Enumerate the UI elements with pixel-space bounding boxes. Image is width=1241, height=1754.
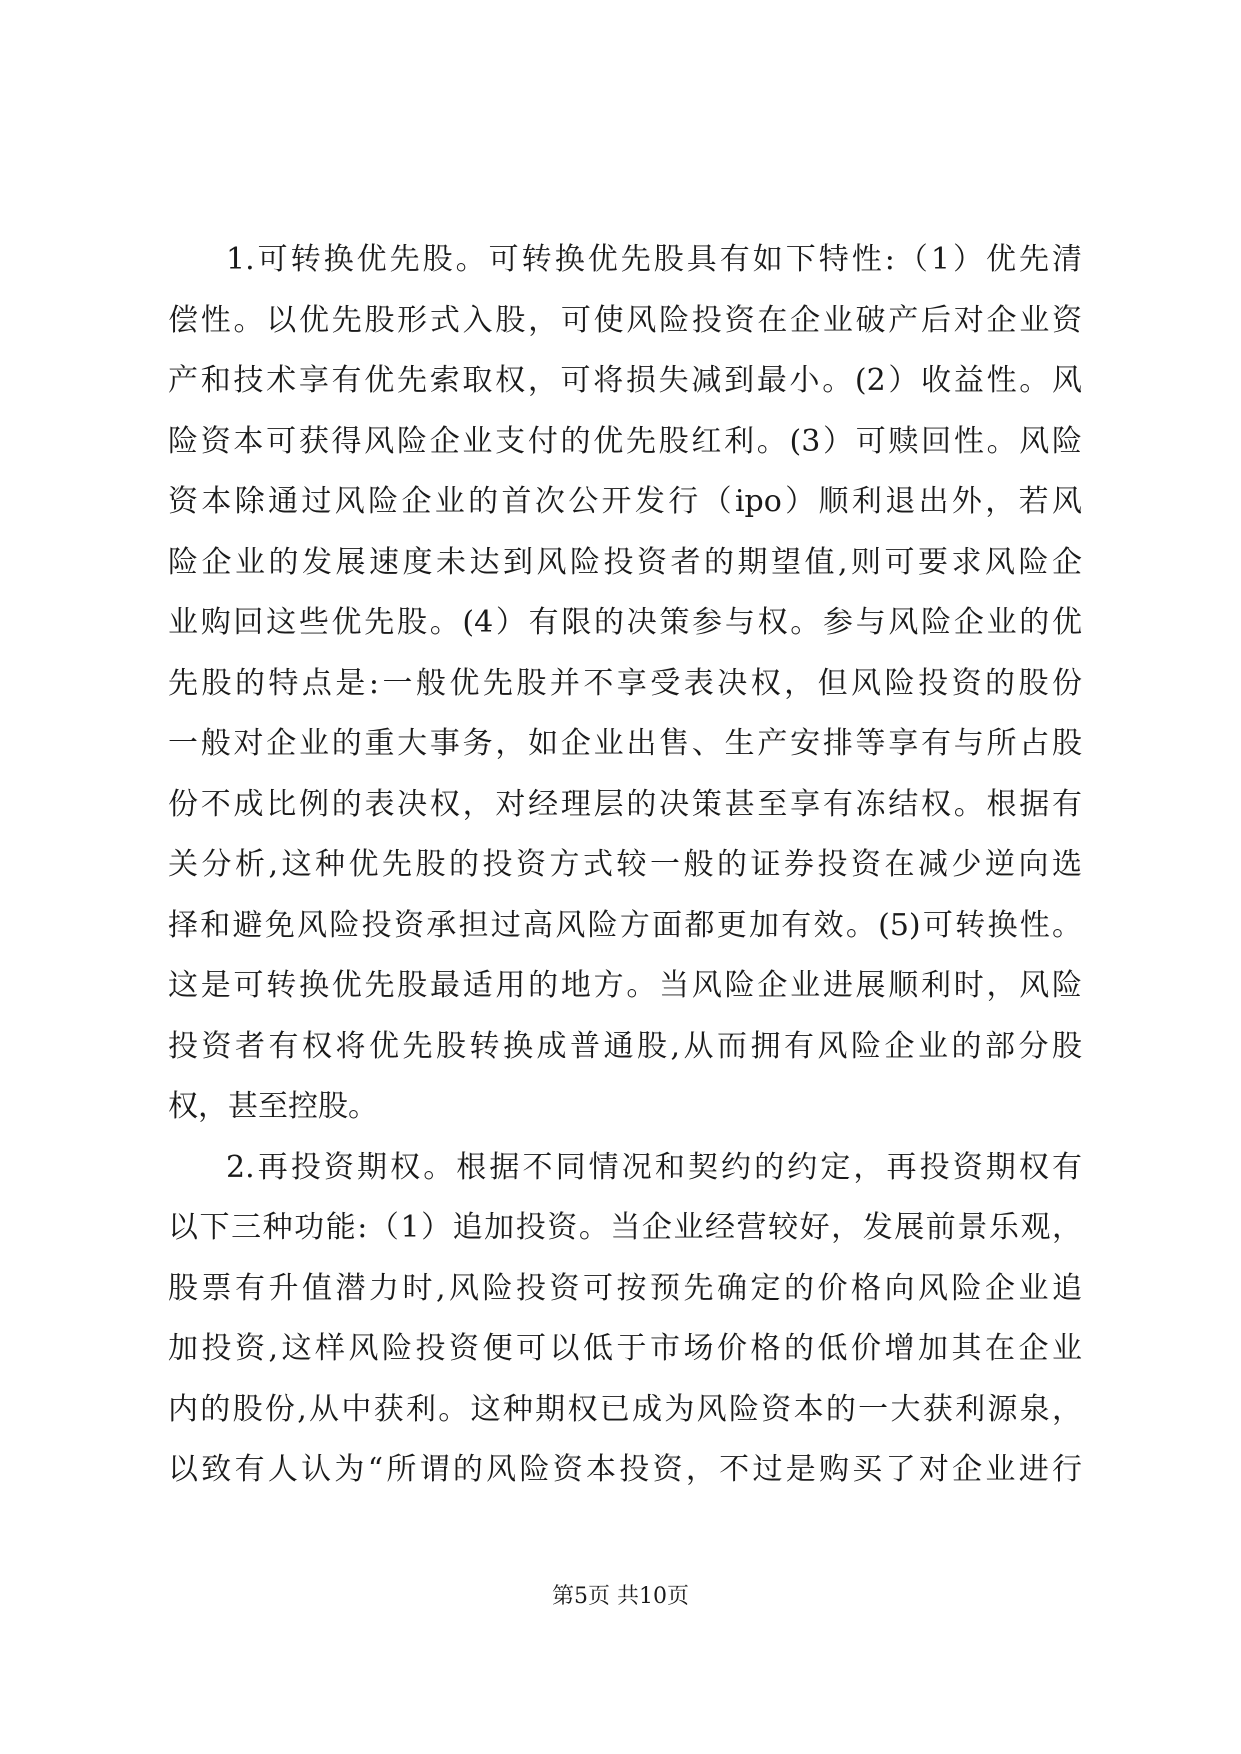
paragraph-1-line-6: 险企业的发展速度未达到风险投资者的期望值,则可要求风险企 (168, 544, 1082, 580)
paragraph-1-line-10: 份不成比例的表决权，对经理层的决策甚至享有冻结权。根据有 (168, 786, 1082, 822)
body-text (168, 230, 1082, 1501)
paragraph-2-line-1: 2.再投资期权。根据不同情况和契约的约定，再投资期权有 (226, 1149, 1082, 1185)
paragraph-1-line-4: 险资本可获得风险企业支付的优先股红利。(3）可赎回性。风险 (168, 423, 1082, 459)
paragraph-2-line-2: 以下三种功能:（1）追加投资。当企业经营较好，发展前景乐观， (168, 1210, 1082, 1245)
paragraph-1-line-14: 投资者有权将优先股转换成普通股,从而拥有风险企业的部分股 (168, 1028, 1082, 1064)
paragraph-2-line-3: 股票有升值潜力时,风险投资可按预先确定的价格向风险企业追 (168, 1270, 1082, 1306)
paragraph-1-line-8: 先股的特点是:一般优先股并不享受表决权，但风险投资的股份 (168, 665, 1082, 701)
paragraph-1-line-15: 权，甚至控股。 (168, 1089, 378, 1124)
paragraph-2-line-4: 加投资,这样风险投资便可以低于市场价格的低价增加其在企业 (168, 1331, 1082, 1366)
paragraph-1-line-12: 择和避免风险投资承担过高风险方面都更加有效。(5)可转换性。 (168, 907, 1082, 943)
paragraph-2-line-6: 以致有人认为“所谓的风险资本投资，不过是购买了对企业进行 (168, 1452, 1082, 1487)
paragraph-1-line-7: 业购回这些优先股。(4）有限的决策参与权。参与风险企业的优 (168, 605, 1082, 640)
page-number-footer: 第5页 共10页 (552, 1584, 689, 1609)
paragraph-1-line-11: 关分析,这种优先股的投资方式较一般的证券投资在减少逆向选 (168, 847, 1082, 882)
paragraph-1-line-1: 1.可转换优先股。可转换优先股具有如下特性:（1）优先清 (226, 242, 1082, 277)
paragraph-1-line-2: 偿性。以优先股形式入股，可使风险投资在企业破产后对企业资 (168, 302, 1082, 338)
paragraph-1-line-9: 一般对企业的重大事务，如企业出售、生产安排等享有与所占股 (168, 726, 1082, 761)
paragraph-1-line-3: 产和技术享有优先索取权，可将损失减到最小。(2）收益性。风 (168, 363, 1082, 398)
paragraph-2-line-5: 内的股份,从中获利。这种期权已成为风险资本的一大获利源泉， (168, 1391, 1082, 1427)
paragraph-1-line-5: 资本除通过风险企业的首次公开发行（ipo）顺利退出外，若风 (168, 484, 1082, 519)
paragraph-1-line-13: 这是可转换优先股最适用的地方。当风险企业进展顺利时，风险 (168, 968, 1082, 1003)
